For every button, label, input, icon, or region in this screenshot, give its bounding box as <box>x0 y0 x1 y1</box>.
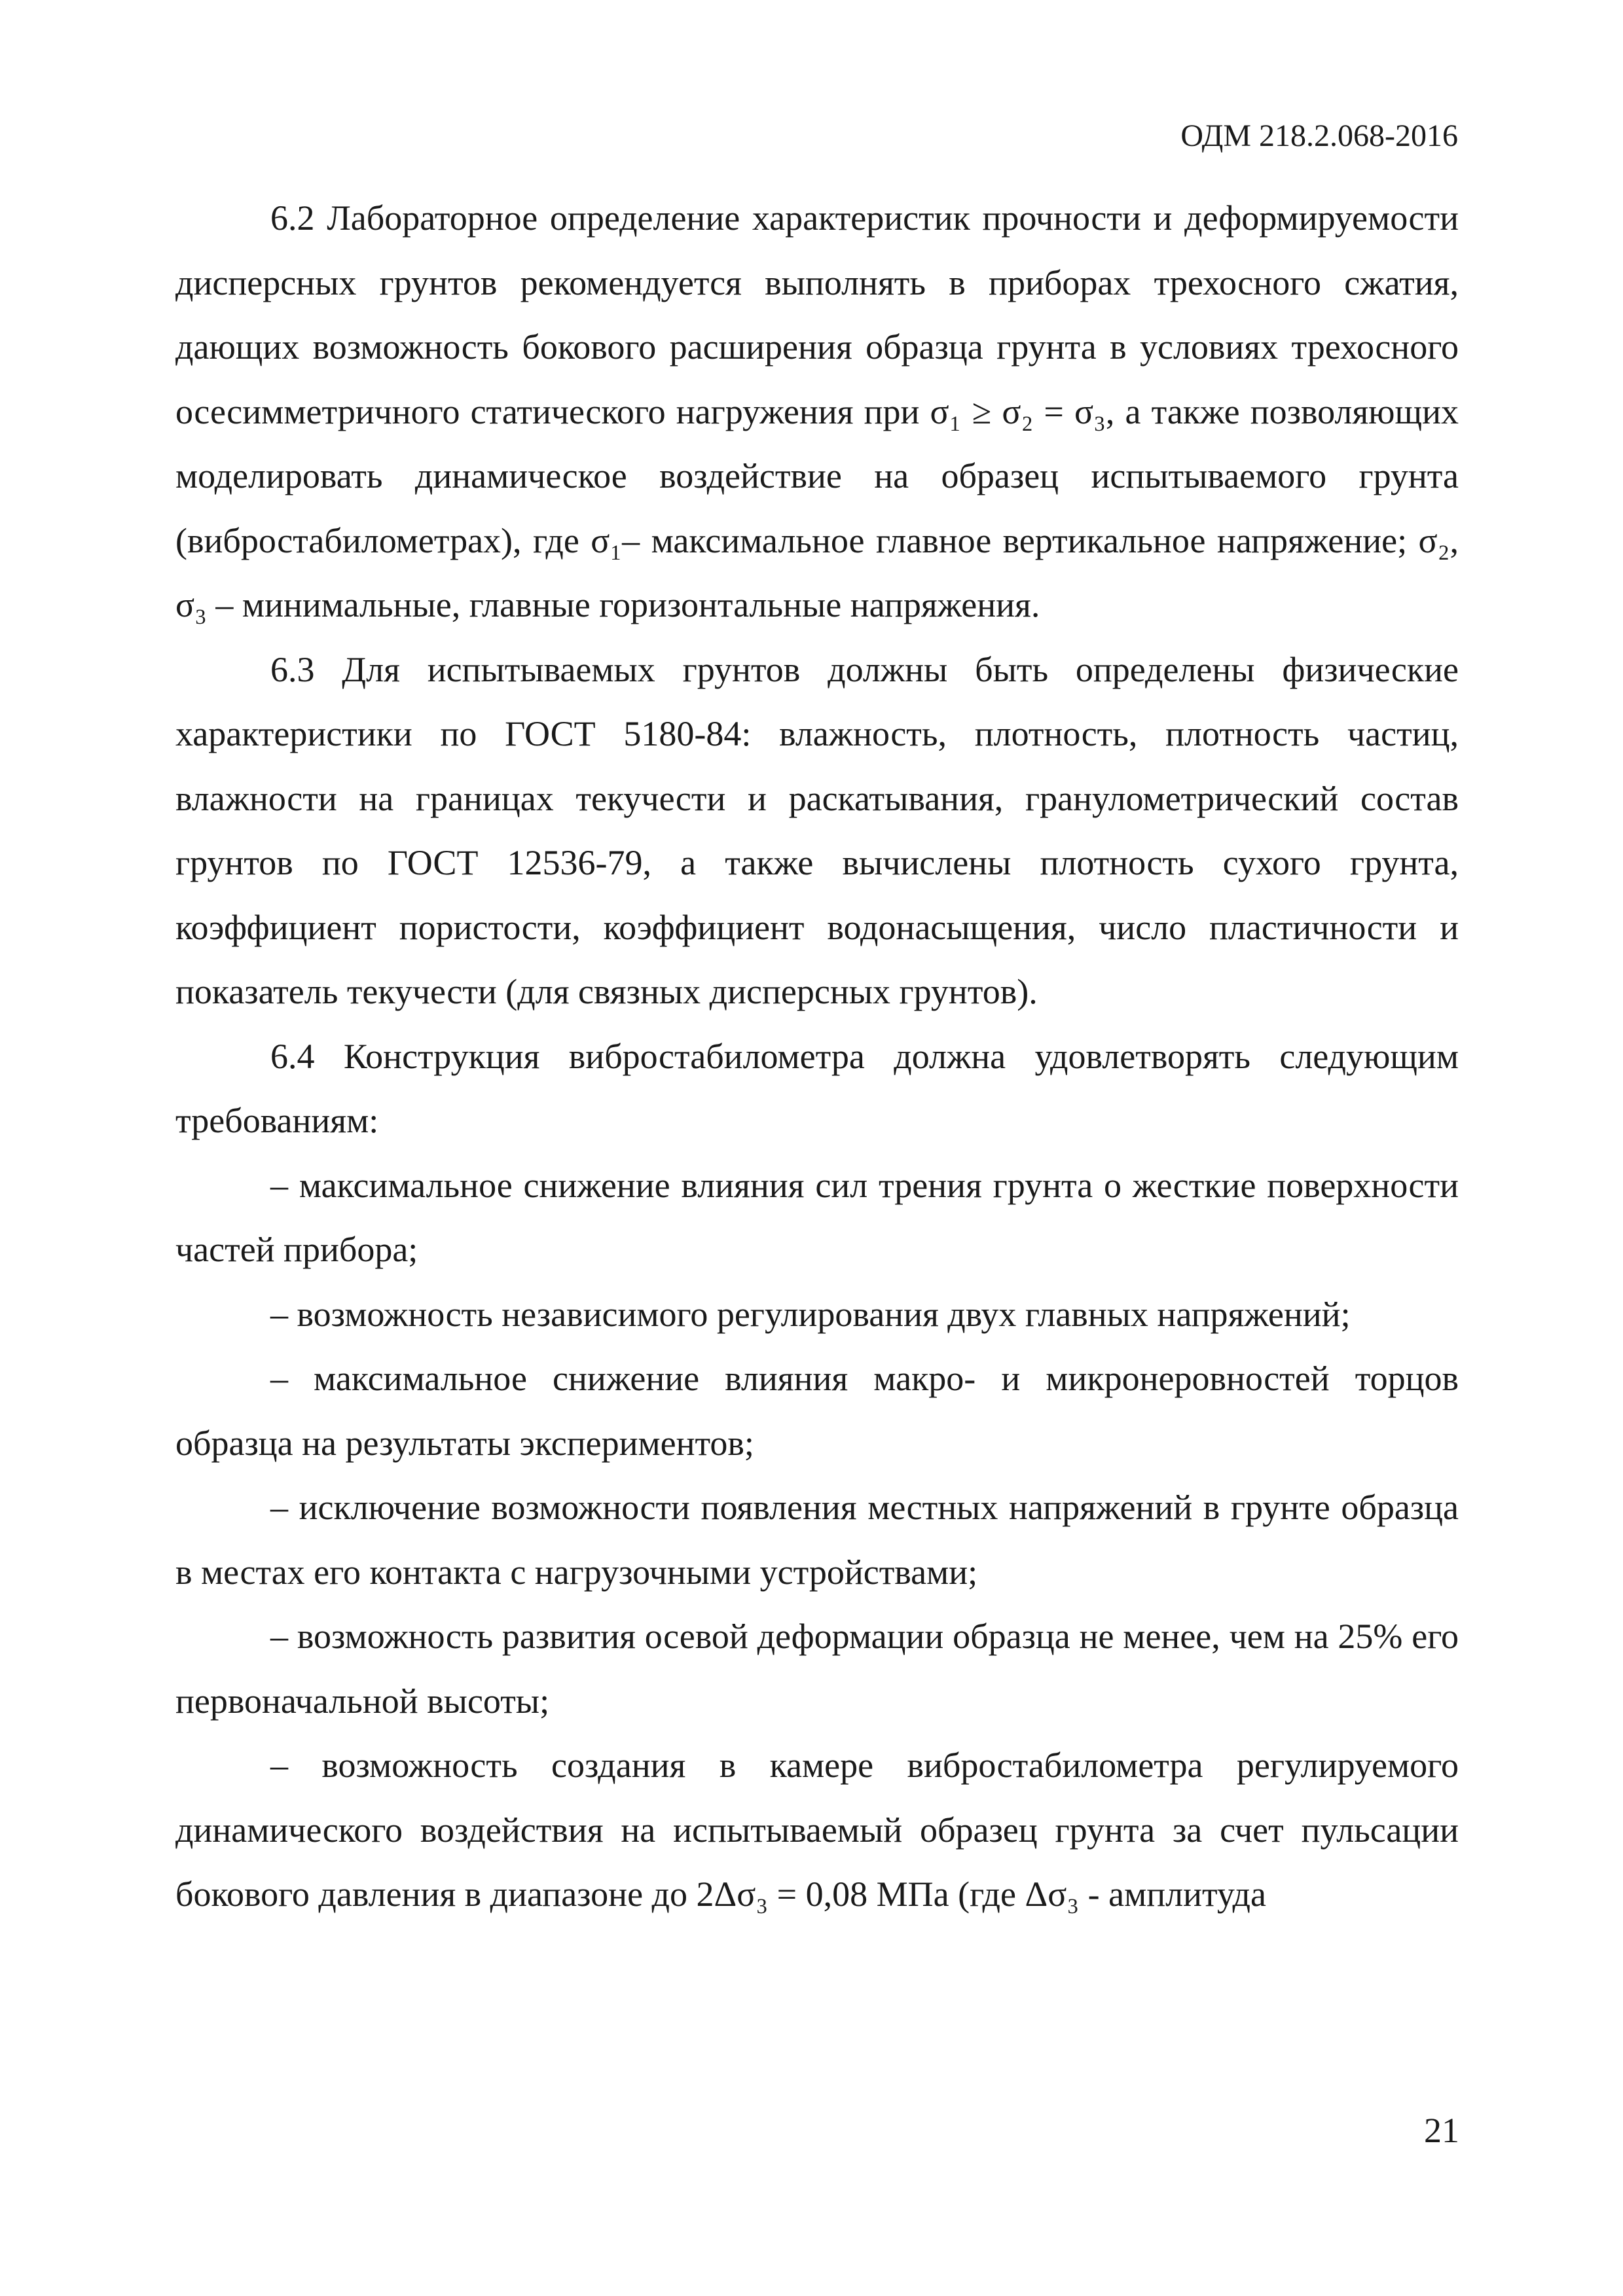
paragraph-6-2: 6.2 Лабораторное определение характеристик прочности и деформируемости дисперсных грунтов рекомендуется выполнять в приборах трехосного сжатия, дающих возможность бокового расширения образца грунта в условиях трехосного осесимметричного статического нагружения при σ₁ ≥ σ₂ = σ₃, а также позволяющих моделировать динамическое воздействие на образец испытываемого грунта (вибростабилометрах), где σ₁– максимальное главное вертикальное напряжение; σ₂, σ₃ – минимальные, главные горизонтальные напряжения. <box>175 198 1459 624</box>
list-item-independent-regulation: – возможность независимого регулирования двух главных напряжений; <box>270 1294 1351 1334</box>
list-item-axial-deformation: – возможность развития осевой деформации образца не менее, чем на 25% его первоначальной высоты; <box>175 1617 1459 1721</box>
body-text <box>175 186 1459 1927</box>
list-item-local-stresses: – исключение возможности появления местных напряжений в грунте образца в местах его контакта с нагрузочными устройствами; <box>175 1488 1459 1592</box>
list-item-dynamic-impact: – возможность создания в камере вибростабилометра регулируемого динамического воздействия на испытываемый образец грунта за счет пульсации бокового давления в диапазоне до 2Δσ₃ = 0,08 МПа (где Δσ₃ - амплитуда <box>175 1746 1459 1914</box>
paragraph-6-3: 6.3 Для испытываемых грунтов должны быть определены физические характеристики по ГОСТ 5180-84: влажность, плотность, плотность частиц, влажности на границах текучести и раскатывания, гранулометрический состав грунтов по ГОСТ 12536-79, а также вычислены плотность сухого грунта, коэффициент пористости, коэффициент водонасыщения, число пластичности и показатель текучести (для связных дисперсных грунтов). <box>175 649 1459 1011</box>
list-item-roughness: – максимальное снижение влияния макро- и микронеровностей торцов образца на результаты экспериментов; <box>175 1359 1459 1463</box>
document-code-header: ОДМ 218.2.068-2016 <box>1180 118 1458 153</box>
paragraph-6-4: 6.4 Конструкция вибростабилометра должна удовлетворять следующим требованиям: <box>175 1036 1459 1140</box>
list-item-friction: – максимальное снижение влияния сил трения грунта о жесткие поверхности частей прибора; <box>175 1165 1459 1269</box>
page-number: 21 <box>1424 2111 1459 2150</box>
